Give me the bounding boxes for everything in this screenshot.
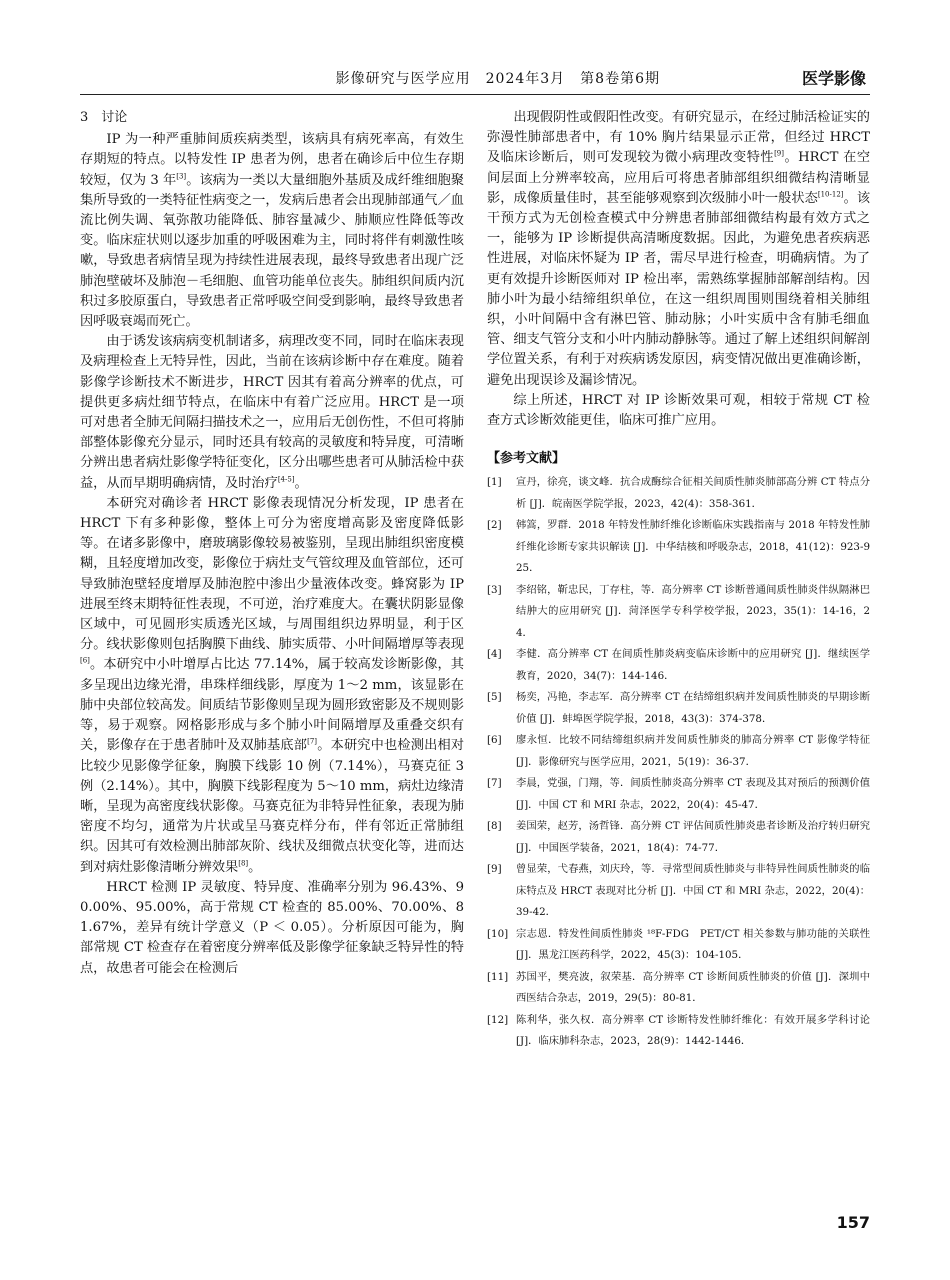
reference-text: 宣丹，徐亮，谈文峰．抗合成酶综合征相关间质性肺炎肺部高分辨 CT 特点分析 [J]．皖南医学院学报，2023，42(4)：358-361． (516, 476, 870, 510)
reference-item (487, 580, 870, 645)
citation: [10-12] (817, 190, 844, 199)
reference-text: 曾显荣，弋春燕，刘庆玲，等．寻常型间质性肺炎与非特异性间质性肺炎的临床特点及 HRCT 表现对比分析 [J]．中国 CT 和 MRI 杂志，2022，20(4)：39-42． (516, 863, 870, 919)
reference-text: 苏国平，樊亮波，叙荣基．高分辨率 CT 诊断间质性肺炎的价值 [J]．深圳中西医结合杂志，2019，29(5)：80-81． (516, 970, 870, 1005)
citation: [7] (307, 737, 318, 746)
reference-item (487, 730, 870, 773)
paragraph (80, 130, 464, 332)
reference-text: 韩篙，罗群．2018 年特发性肺纤维化诊断临床实践指南与 2018 年特发性肺纤维化诊断专家共识解读 [J]．中华结核和呼吸杂志，2018，41(12)：923-925． (516, 519, 870, 575)
page-header (80, 64, 870, 95)
reference-number: [2] (487, 519, 502, 532)
paragraph (487, 108, 870, 391)
reference-number: [8] (487, 820, 502, 833)
reference-text: 李绍铭，靳忠民，丁存柱，等．高分辨率 CT 诊断普通间质性肺炎伴纵隔淋巴结肿大的应用研究 [J]．菏泽医学专科学校学报，2023，35(1)：14-16，24． (516, 583, 870, 639)
reference-number: [1] (487, 476, 502, 489)
paragraph-text: 出现假阴性或假阳性改变。有研究显示，在经过肺活检证实的弥漫性肺部患者中，有 10% 胸片结果显示正常，但经过 HRCT 及临床诊断后，则可发现较为微小病理改变特性 (487, 110, 870, 166)
paragraph-text: 综上所述，HRCT 对 IP 诊断效果可观，相较于常规 CT 检查方式诊断效能更佳，临床可推广应用。 (487, 392, 870, 429)
paragraph-text: 本研究对确诊者 HRCT 影像表现情况分析发现，IP 患者在 HRCT 下有多种影像，整体上可分为密度增高影及密度降低影等。在诸多影像中，磨玻璃影像较易被鉴别，呈现出肺组织密度模糊，且轻度增加改变，影像位于病灶支气管纹理及血管部位，还可导致肺泡壁轻度增厚及肺泡腔中渗出少量液体改变。蜂窝影为 IP 进展至终末期特征性表现，不可逆，治疗难度大。在囊状阴影显像区域中，可见圆形实质透光区域，与周围组织边界明显，利于区分。线状影像则包括胸膜下曲线、肺实质带、小叶间隔增厚等表现 (80, 495, 464, 653)
paragraph-text: 。HRCT 在空间层面上分辨率较高，应用后可将患者肺部组织细微结构清晰显影，成像质量佳时，甚至能够观察到次级肺小叶一般状态 (487, 150, 871, 206)
reference-number: [3] (487, 583, 502, 596)
paragraph-text: IP 为一种严重肺间质疾病类型，该病具有病死率高，有效生存期短的特点。以特发性 IP 患者为例，患者在确诊后中位生存期较短，仅为 3 年 (80, 132, 464, 188)
right-column (487, 108, 870, 1053)
reference-text: 李晨，党强，门翔，等．间质性肺炎高分辨率 CT 表现及其对预后的预测价值 [J]．中国 CT 和 MRI 杂志，2022，20(4)：45-47． (516, 777, 870, 811)
reference-item (487, 967, 870, 1010)
paragraph (80, 494, 464, 878)
reference-item (487, 816, 870, 859)
paragraph-text: 。本研究中小叶增厚占比达 77.14%，属于较高发诊断影像，其多呈现出边缘光滑，串珠样细线影，厚度为 1～2 mm，该显影在肺中央部位较高发。间质结节影像则呈现为圆形致密影及不规则影等，易于观察。网格影形成与多个肺小叶间隔增厚及重叠交织有关，影像存在于患者肺叶及双肺基底部 (80, 657, 464, 754)
paragraph-text: HRCT 检测 IP 灵敏度、特异度、准确率分别为 96.43%、90.00%、95.00%，高于常规 CT 检查的 85.00%、70.00%、81.67%，差异有统计学意义（P ＜ 0.05）。分析原因可能为，胸部常规 CT 检查存在着密度分辨率低及影像学征象缺乏特异性的特点，故患者可能会在检测后 (80, 879, 464, 976)
reference-item (487, 687, 870, 730)
citation: [6] (80, 657, 90, 666)
paragraph-text: 。该病为一类以大量细胞外基质及成纤维细胞聚集所导致的一类特征性病变之一，发病后患者会出现肺部通气／血流比例失调、氧弥散功能降低、肺容量减少、肺顺应性降低等改变。临床症状则以逐步加重的呼吸困难为主，同时将伴有刺激性咳嗽，导致患者病情呈现为持续性进展表现，最终导致患者出现广泛肺泡壁破坏及肺泡－毛细胞、血管功能单位丧失。肺组织间质内沉积过多胶原蛋白，导致患者正常呼吸空间受到影响，最终导致患者因呼吸衰竭而死亡。 (80, 172, 465, 330)
paragraph-text: 。本研究中也检测出相对比较少见影像学征象，胸膜下线影 10 例（7.14%），马赛克征 3 例（2.14%）。其中，胸膜下线影程度为 5～10 mm，病灶边缘清晰，呈现为高密度线状影像。马赛克征为非特异性征象，表现为肺密度不均匀，通常为片状或呈马赛克样分布，伴有邻近正常肺组织。因其可有效检测出肺部灰阶、线状及细微点状变化等，进而达到对病灶影像清晰分辨效果 (80, 738, 465, 875)
citation: [3] (176, 172, 187, 181)
reference-item (487, 472, 870, 515)
left-paragraphs (80, 130, 464, 979)
references-title: 【参考文献】 (487, 451, 566, 467)
reference-number: [12] (487, 1013, 509, 1026)
reference-text: 廖永恒．比较不同结缔组织病并发间质性肺炎的肺高分辨率 CT 影像学特征 [J]．影像研究与医学应用，2021，5(19)：36-37． (516, 734, 870, 768)
citation: [8] (238, 859, 249, 868)
paragraph (487, 391, 870, 431)
reference-item (487, 515, 870, 580)
reference-number: [4] (487, 648, 502, 661)
paragraph (80, 878, 464, 979)
paragraph-text: 。该干预方式为无创检查模式中分辨患者肺部细微结构最有效方式之一，能够为 IP 诊断提供高清晰度数据。因此，为避免患者疾病恶性进展，对临床怀疑为 IP 者，需尽早进行检查，明确病情。为了更有效提升诊断医师对 IP 检出率，需熟练掌握肺部解剖结构。因肺小叶为最小结缔组织单位，在这一组织周围则围绕着相关肺组织，小叶间隔中含有淋巴管、肺动脉；小叶实质中含有肺毛细血管、细支气管分支和小叶内肺动静脉等。通过了解上述组织间解剖学位置关系，有利于对疾病诱发原因，病变情况做出更准确诊断，避免出现误诊及漏诊情况。 (487, 190, 871, 388)
reference-number: [10] (487, 927, 509, 940)
reference-text: 宗志恩．特发性间质性肺炎 ¹⁸F-FDG PET/CT 相关参数与肺功能的关联性 [J]．黑龙江医药科学，2022，45(3)：104-105． (516, 927, 870, 962)
citation: [9] (774, 150, 784, 159)
right-paragraphs (487, 108, 870, 431)
reference-number: [6] (487, 734, 502, 747)
reference-text: 陈利华，张久权．高分辨率 CT 诊断特发性肺纤维化：有效开展多学科讨论 [J]．临床肺科杂志，2023，28(9)：1442-1446． (516, 1013, 870, 1048)
citation: [4-5] (277, 475, 295, 484)
page-number: 157 (836, 1213, 870, 1232)
section-label: 医学影像 (801, 69, 866, 88)
paragraph-text: 。 (294, 475, 308, 491)
reference-text: 姜国荣，赵芳，汤哲锋．高分辨 CT 评估间质性肺炎患者诊断及治疗转归研究 [J]．中国医学装备，2021，18(4)：74-77． (516, 820, 870, 854)
reference-item (487, 859, 870, 924)
reference-item (487, 773, 870, 816)
paragraph-text: 由于诱发该病病变机制诸多，病理改变不同，同时在临床表现及病理检查上无特异性，因此，当前在该病诊断中存在难度。随着影像学诊断技术不断进步，HRCT 因其有着高分辨率的优点，可提供更多病灶细节特点，在临床中有着广泛应用。HRCT 是一项可对患者全肺无间隔扫描技术之一，应用后无创伤性，不但可将肺部整体影像充分显示，同时还具有较高的灵敏度和特异度，可清晰分辨出患者病灶影像学特征变化，区分出哪些患者可从肺活检中获益，从而早期明确病情，及时治疗 (80, 334, 464, 491)
paragraph-text: 。 (248, 859, 262, 875)
reference-text: 李健．高分辨率 CT 在间质性肺炎病变临床诊断中的应用研究 [J]．继续医学教育，2020，34(7)：144-146． (516, 648, 870, 682)
reference-item (487, 1010, 870, 1053)
left-column (80, 108, 464, 979)
reference-number: [7] (487, 777, 502, 790)
reference-item (487, 644, 870, 687)
reference-number: [11] (487, 970, 509, 983)
section-title: 3 讨论 (80, 110, 128, 125)
journal-info: 影像研究与医学应用 2024年3月 第8卷第6期 (335, 71, 660, 87)
paragraph (80, 332, 464, 494)
reference-number: [9] (487, 863, 502, 876)
reference-number: [5] (487, 691, 502, 704)
reference-text: 杨奕，冯艳，李志军．高分辨率 CT 在结缔组织病并发间质性肺炎的早期诊断价值 [J]．蚌埠医学院学报，2018，43(3)：374-378． (516, 691, 870, 725)
reference-item (487, 924, 870, 967)
references-list (487, 472, 870, 1053)
